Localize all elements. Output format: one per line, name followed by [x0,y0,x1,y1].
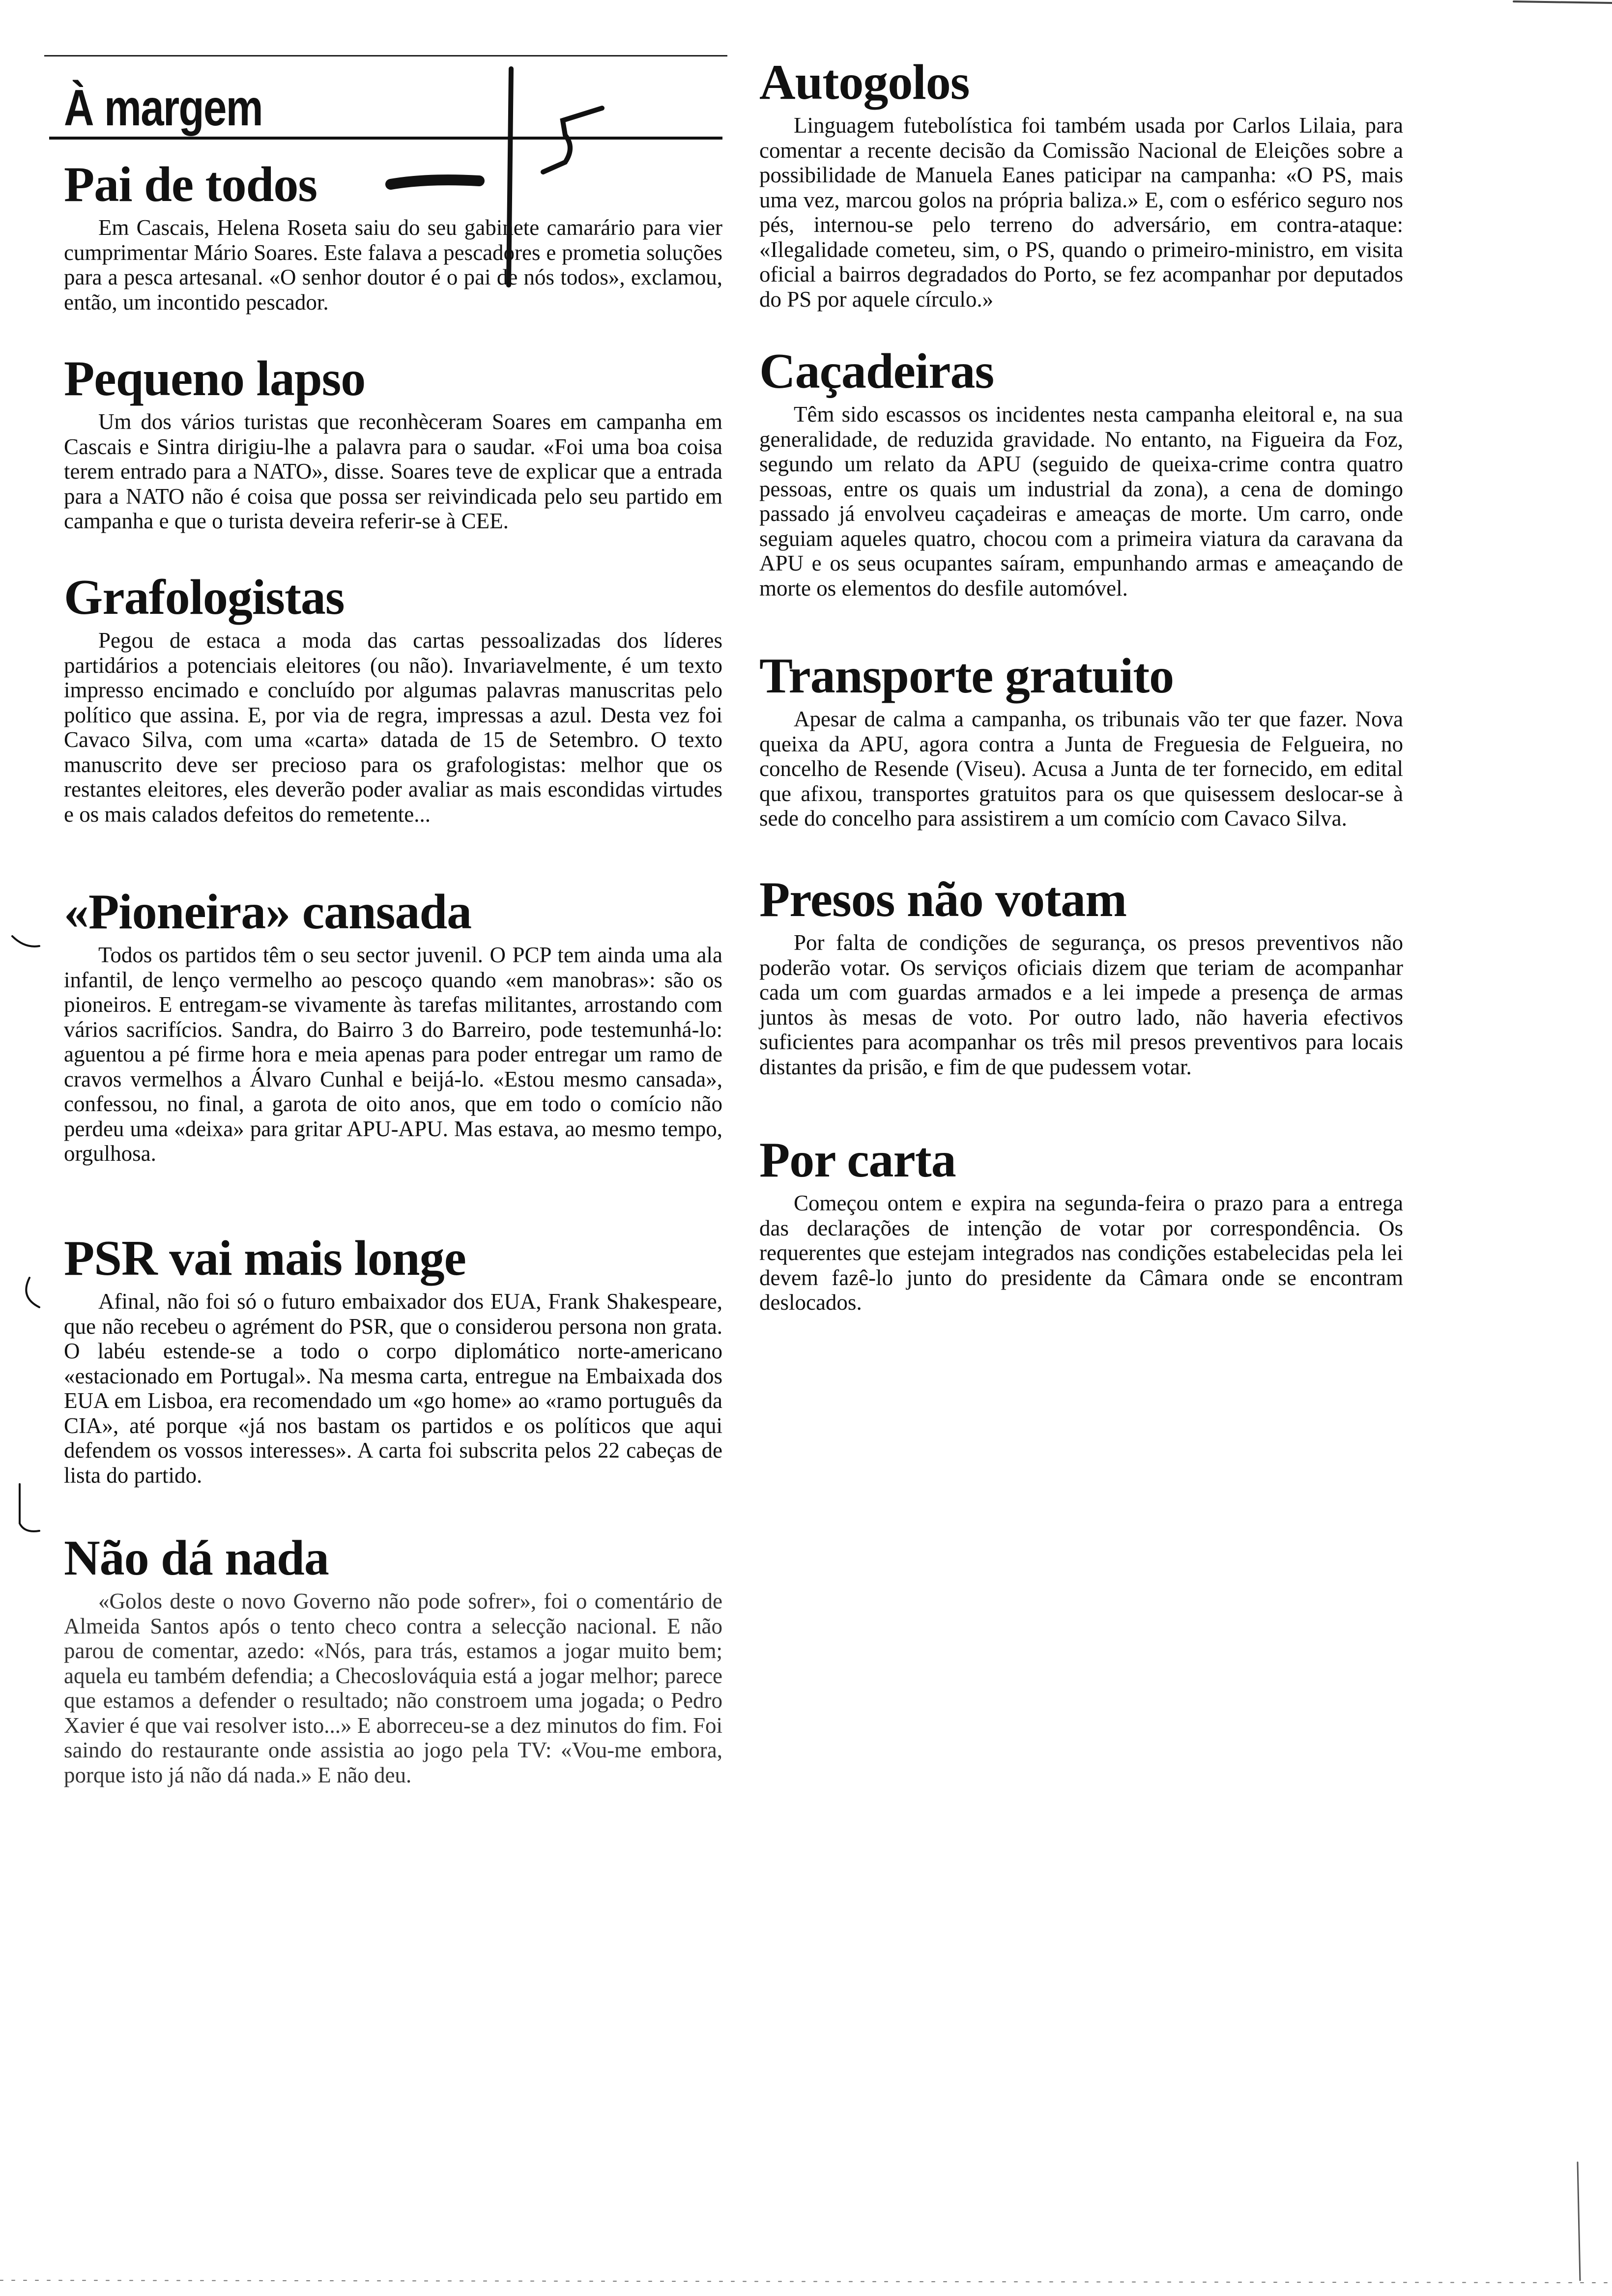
article-title: Pai de todos [64,157,317,212]
margin-tick-mark [12,936,39,947]
scan-top-edge [1514,1,1612,3]
article-title: Pequeno lapso [64,351,366,406]
article-body: Têm sido escassos os incidentes nesta campanha eleitoral e, na sua generalidade, de reduzida gravidade. No entanto, na Figueira da Foz, segundo um relato da APU (seguido de queixa-crime contra quatro pessoas, entre os quais um industrial da zona), a cena de domingo passado já envolveu caçadeiras e ameaças de morte. Um carro, onde seguiam aqueles quatro, chocou com a primeira viatura da caravana da APU e os seus ocupantes saíram, empunhando armas e ameaçando de morte os elementos do desfile automóvel. [759,402,1403,601]
article-body: Por falta de condições de segurança, os presos preventivos não poderão votar. Os serviços oficiais dizem que teriam de acompanhar cada um com guardas armados e a lei impede a presença de armas juntos às mesas de voto. Por outro lado, não haveria efectivos suficientes para acompanhar os três mil presos preventivos para locais distantes da prisão, e fim de que pudessem votar. [759,930,1403,1079]
article-body: Linguagem futebolística foi também usada por Carlos Lilaia, para comentar a recente decisão da Comissão Nacional de Eleições sobre a possibilidade de Manuela Eanes paticipar na campanha: «O PS, mais uma vez, marcou golos na própria baliza.» E, com o esférico seguro nos pés, internou-se pelo terreno do adversário, em contra-ataque: «Ilegalidade cometeu, sim, o PS, quando o primeiro-ministro, em visita oficial a bairros degradados do Porto, se fez acompanhar por deputados do PS por aquele círculo.» [759,113,1403,312]
article-body: Pegou de estaca a moda das cartas pessoalizadas dos líderes partidários a potenciais eleitores (ou não). Invariavelmente, é um texto impresso encimado e concluído por algumas palavras manuscritas pelo político que assina. E, por via de regra, impressas a azul. Desta vez foi Cavaco Silva, com uma «carta» datada de 15 de Setembro. O texto manuscrito deve ser precioso para os grafologistas: melhor que os restantes eleitores, eles deverão poder avaliar as mais escondidas virtudes e os mais calados defeitos do remetente... [64,628,722,827]
article-title: Não dá nada [64,1530,329,1586]
article-title: Presos não votam [759,872,1127,927]
section-kicker: À margem [64,80,262,137]
article-title: PSR vai mais longe [64,1231,466,1286]
article-title: Por carta [759,1132,956,1188]
margin-bracket-mark [20,1484,39,1531]
article-body: Começou ontem e expira na segunda-feira o prazo para a entrega das declarações de intenção de votar por correspondência. Os requerentes que estejam integrados nas condições estabelecidas pela lei devem fazê-lo junto do presidente da Câmara onde se encontram deslocados. [759,1191,1403,1315]
scan-bottom-noise [0,2280,1612,2283]
article-body: Afinal, não foi só o futuro embaixador dos EUA, Frank Shakespeare, que não recebeu o agrément do PSR, que o considerou persona non grata. O labéu estende-se a todo o corpo diplomático norte-americano «estacionado em Portugal». Na mesma carta, entregue na Embaixada dos EUA em Lisboa, era recomendado um «go home» ao «ramo português da CIA», até porque «já nos bastam os partidos e os políticos que aqui defendem os vossos interesses». A carta foi subscrita pelos 22 cabeças de lista do partido. [64,1289,722,1488]
article-body: Um dos vários turistas que reconhèceram Soares em campanha em Cascais e Sintra dirigiu-lhe a palavra para o saudar. «Foi uma boa coisa terem entrado para a NATO», disse. Soares teve de explicar que a entrada para a NATO não é coisa que possa ser reivindicada pelo seu partido em campanha e que o turista deveira referir-se à CEE. [64,409,722,533]
handwritten-vertical-stroke [509,69,511,285]
scan-edge-mark [1578,2162,1580,2280]
article-title: Autogolos [759,55,970,110]
article-title: Caçadeiras [759,344,994,399]
handwritten-five [543,108,602,172]
article-body: Todos os partidos têm o seu sector juvenil. O PCP tem ainda uma ala infantil, de lenço vermelho ao pescoço quando «em manobras»: são os pioneiros. E entregam-se vivamente às tarefas militantes, arrostando com vários sacrifícios. Sandra, do Bairro 3 do Barreiro, pode testemunhá-lo: aguentou a pé firme hora e meia apenas para poder entregar um ramo de cravos vermelhos a Álvaro Cunhal e beijá-lo. «Estou mesmo cansada», confessou, no final, a garota de oito anos, que em todo o comício não perdeu uma «deixa» para gritar APU-APU. Mas estava, ao mesmo tempo, orgulhosa. [64,943,722,1166]
handwritten-dash [391,180,479,184]
article-title: Grafologistas [64,570,345,625]
article-title: «Pioneira» cansada [64,884,472,940]
article-body: «Golos deste o novo Governo não pode sofrer», foi o comentário de Almeida Santos após o tento checo contra a selecção nacional. E não parou de comentar, azedo: «Nós, para trás, estamos a jogar muito bem; aquela eu também defendia; a Checoslováquia está a jogar melhor; parece que estamos a defender o resultado; não constroem uma jogada; o Pedro Xavier é que vai resolver isto...» E aborreceu-se a dez minutos do fim. Foi saindo do restaurante onde assistia ao jogo pela TV: «Vou-me embora, porque isto já não dá nada.» E não deu. [64,1589,722,1787]
article-body: Em Cascais, Helena Roseta saiu do seu gabinete camarário para vier cumprimentar Mário Soares. Este falava a pescadores e prometia soluções para a pesca artesanal. «O senhor doutor é o pai de nós todos», exclamou, então, um incontido pescador. [64,215,722,315]
article-body: Apesar de calma a campanha, os tribunais vão ter que fazer. Nova queixa da APU, agora contra a Junta de Freguesia de Felgueira, no concelho de Resende (Viseu). Acusa a Junta de ter fornecido, em edital que afixou, transportes gratuitos para os que quisessem deslocar-se à sede do concelho para assistirem a um comício com Cavaco Silva. [759,707,1403,831]
margin-bracket-mark [26,1278,39,1307]
article-title: Transporte gratuito [759,648,1174,704]
